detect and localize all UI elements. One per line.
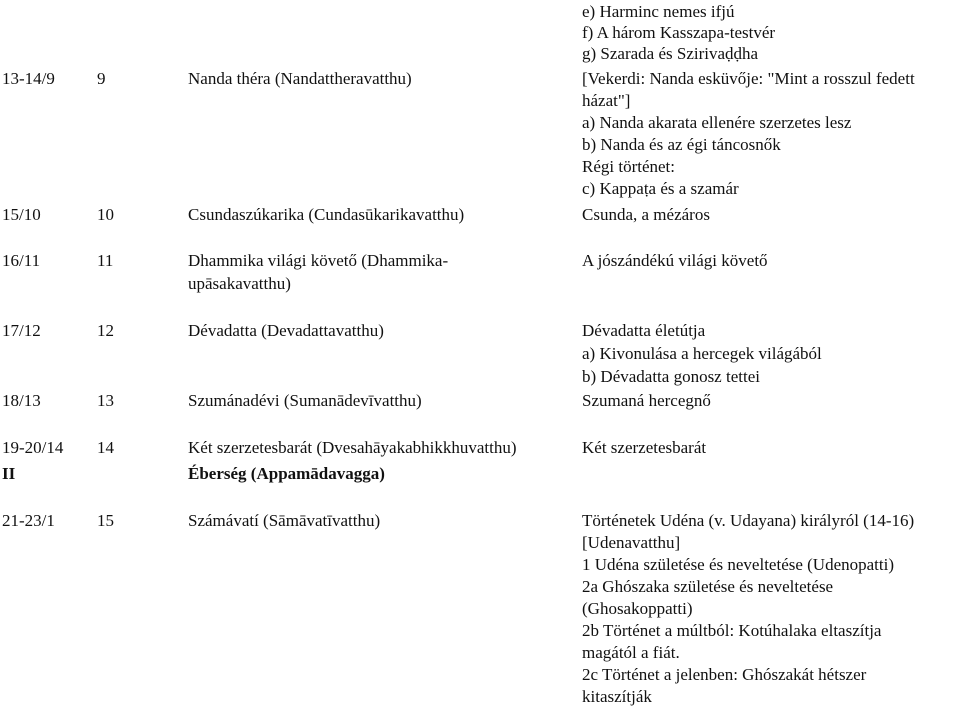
story-line: Dévadatta életútja [582,321,706,340]
story-line: 2b Történet a múltból: Kotúhalaka eltaszítja [582,621,882,640]
story-line: a) Nanda akarata ellenére szerzetes lesz [582,113,852,132]
story-number: 12 [97,321,114,340]
ref-number: 18/13 [2,391,41,410]
story-line: A jószándékú világi követő [582,251,768,270]
ref-number: 16/11 [2,251,41,270]
story-line: 1 Udéna születése és neveltetése (Udenopatti) [582,555,895,574]
story-line: c) Kappaṭa és a szamár [582,179,739,198]
story-line: Két szerzetesbarát [582,438,707,457]
story-number: 9 [97,69,106,88]
story-line: [Udenavatthu] [582,533,681,552]
ref-number: 15/10 [2,205,41,224]
story-title: Számávatí (Sāmāvatīvatthu) [188,511,381,530]
story-line: Szumaná hercegnő [582,391,711,410]
story-line: g) Szarada és Szirivaḍḍha [582,44,759,63]
story-title: Dhammika világi követő (Dhammika- [188,251,449,270]
story-title: Nanda théra (Nandattheravatthu) [188,69,412,88]
story-number: 15 [97,511,114,530]
chapter-title: Éberség (Appamādavagga) [188,464,385,483]
story-line: f) A három Kasszapa-testvér [582,23,776,42]
story-number: 14 [97,438,114,457]
story-title: Két szerzetesbarát (Dvesahāyakabhikkhuvatthu) [188,438,517,457]
ref-number: 17/12 [2,321,41,340]
story-line: b) Dévadatta gonosz tettei [582,367,760,386]
story-line: 2a Ghószaka születése és neveltetése [582,577,834,596]
story-title: upāsakavatthu) [188,274,291,293]
story-line: Régi történet: [582,157,676,176]
story-title: Szumánadévi (Sumanādevīvatthu) [188,391,422,410]
ref-number: 21-23/1 [2,511,55,530]
story-number: 10 [97,205,114,224]
story-line: (Ghosakoppatti) [582,599,693,618]
story-line: Csunda, a mézáros [582,205,710,224]
ref-number: 19-20/14 [2,438,64,457]
story-line: [Vekerdi: Nanda esküvője: "Mint a rosszul fedett [582,69,915,88]
ref-number: 13-14/9 [2,69,55,88]
story-line: kitaszítják [582,687,652,706]
story-title: Dévadatta (Devadattavatthu) [188,321,384,340]
story-line: Történetek Udéna (v. Udayana) királyról (14-16) [582,511,915,530]
chapter-number: II [2,464,16,483]
story-line: 2c Történet a jelenben: Ghószakát hétszer [582,665,867,684]
story-line: házat"] [582,91,631,110]
story-number: 11 [97,251,114,270]
story-title: Csundaszúkarika (Cundasūkarikavatthu) [188,205,465,224]
story-line: b) Nanda és az égi táncosnők [582,135,781,154]
story-line: magától a fiát. [582,643,680,662]
story-line: a) Kivonulása a hercegek világából [582,344,822,363]
story-line: e) Harminc nemes ifjú [582,2,735,21]
story-number: 13 [97,391,114,410]
